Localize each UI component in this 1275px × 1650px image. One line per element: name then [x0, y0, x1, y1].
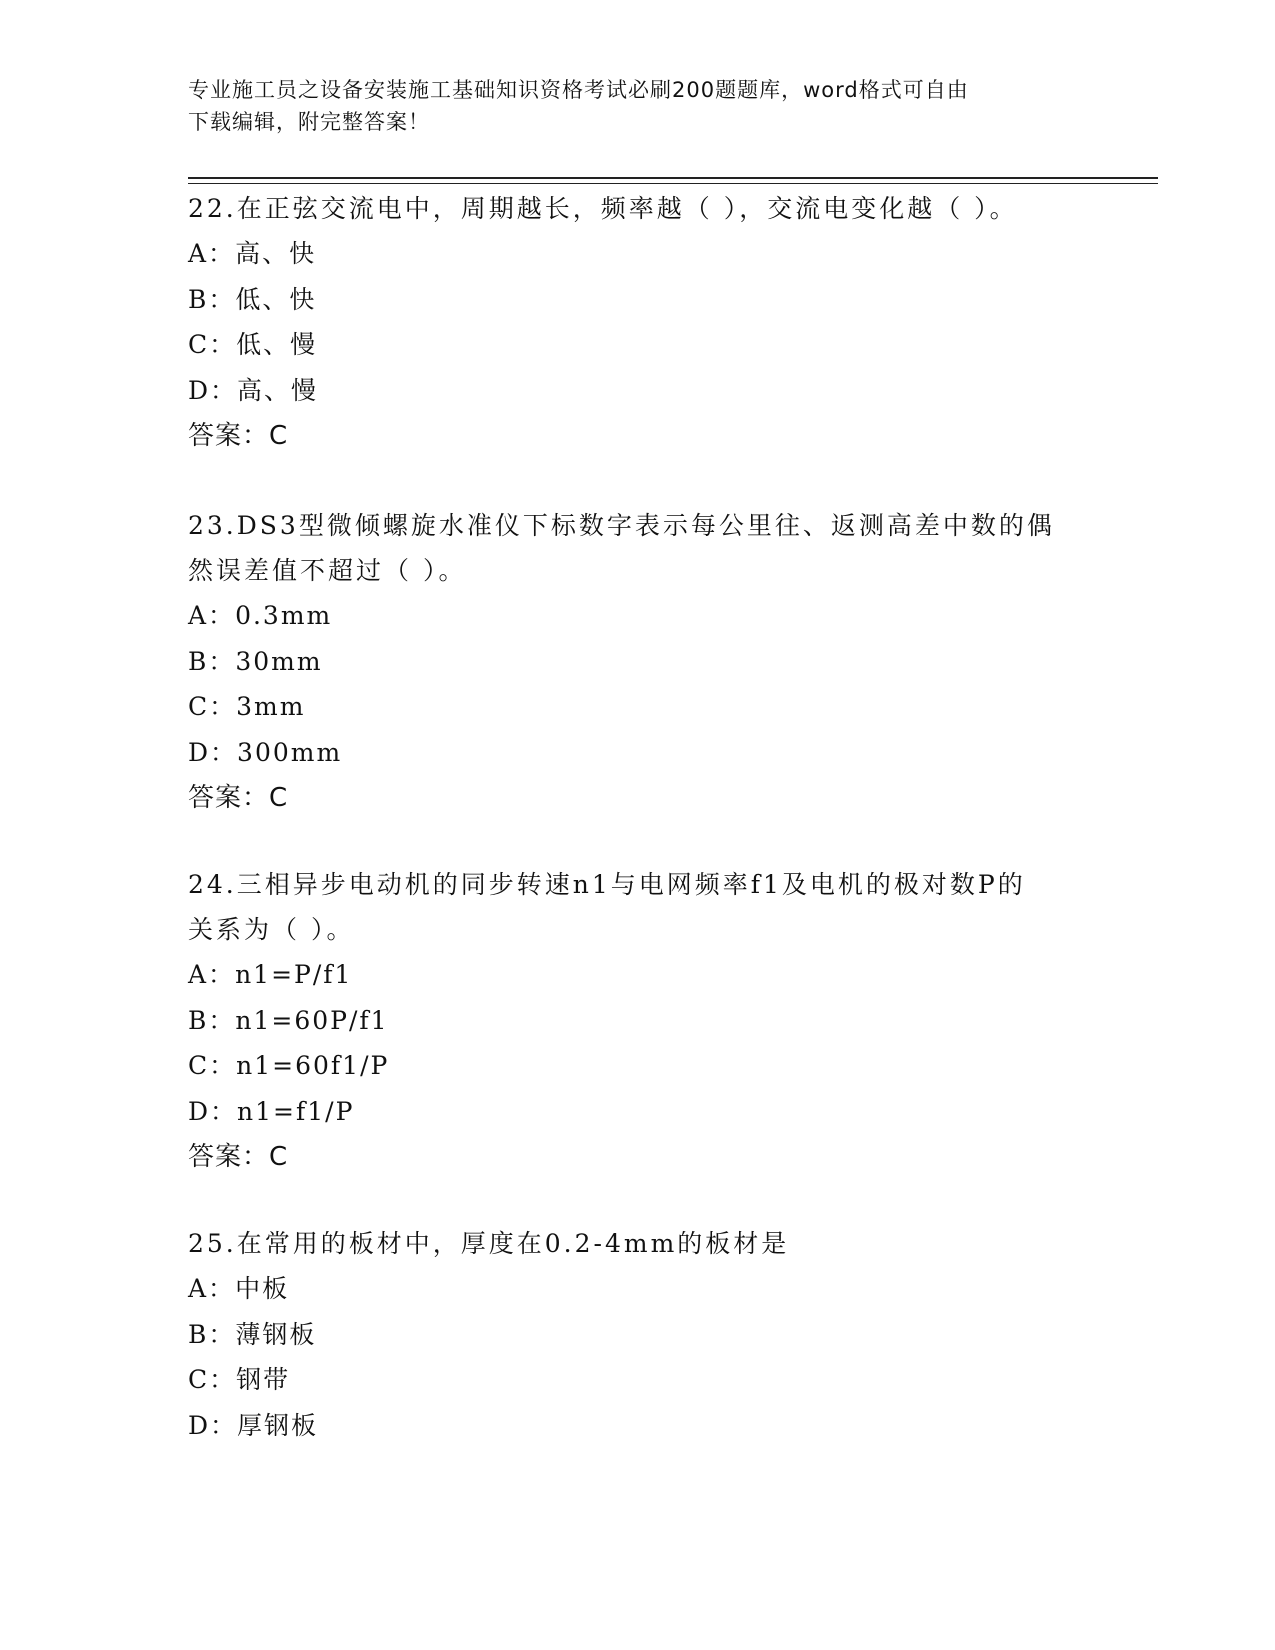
question-24 — [188, 862, 1088, 1180]
option-label: C： — [188, 1051, 237, 1080]
option-text: n1=60f1/P — [236, 1051, 390, 1080]
option-label: A： — [188, 601, 236, 630]
header-line-2: 下载编辑，附完整答案！ — [188, 110, 430, 134]
option-c — [188, 1043, 1088, 1089]
option-label: B： — [188, 284, 236, 314]
option-label: D： — [188, 737, 238, 767]
option-label: B： — [188, 1319, 236, 1349]
option-c — [188, 684, 1088, 730]
option-b — [188, 1312, 1088, 1358]
option-label: D： — [188, 1410, 238, 1440]
question-23 — [188, 503, 1088, 821]
document-header — [188, 74, 1068, 138]
option-label: D： — [188, 375, 238, 405]
answer: 答案：C — [188, 783, 289, 813]
option-a — [188, 231, 1088, 277]
option-text: 0.3mm — [235, 601, 333, 630]
option-label: A： — [188, 239, 236, 268]
option-c — [188, 1357, 1088, 1403]
question-25 — [188, 1221, 1088, 1448]
option-text: 钢带 — [236, 1365, 291, 1394]
option-text: 低、快 — [235, 284, 317, 314]
option-text: 薄钢板 — [235, 1319, 317, 1349]
option-b — [188, 639, 1088, 685]
option-label: B： — [188, 1005, 236, 1035]
option-label: C： — [188, 692, 237, 721]
option-text: 300mm — [237, 737, 343, 767]
answer: 答案：C — [188, 1142, 289, 1172]
option-a — [188, 952, 1088, 998]
option-d — [188, 730, 1088, 776]
question-stem: 22.在正弦交流电中，周期越长，频率越（ ），交流电变化越（ ）。 — [188, 194, 1018, 223]
option-d — [188, 368, 1088, 414]
option-text: n1=60P/f1 — [235, 1005, 389, 1035]
option-label: A： — [188, 960, 236, 989]
option-text: n1=P/f1 — [235, 960, 353, 989]
option-b — [188, 277, 1088, 323]
option-label: A： — [188, 1274, 236, 1303]
question-stem-line-1: 24.三相异步电动机的同步转速n1与电网频率f1及电机的极对数P的 — [188, 870, 1026, 899]
question-stem-line-2: 然误差值不超过（ ）。 — [188, 556, 467, 585]
option-text: 高、快 — [235, 239, 317, 268]
question-stem-line-1: 23.DS3型微倾螺旋水准仪下标数字表示每公里往、返测高差中数的偶 — [188, 511, 1055, 540]
option-d — [188, 1403, 1088, 1449]
option-text: 30mm — [235, 646, 323, 676]
option-a — [188, 1266, 1088, 1312]
option-label: C： — [188, 1365, 237, 1394]
question-stem: 25.在常用的板材中，厚度在0.2-4mm的板材是 — [188, 1229, 790, 1258]
option-text: n1=f1/P — [237, 1096, 355, 1126]
question-22 — [188, 186, 1088, 459]
option-c — [188, 322, 1088, 368]
option-text: 高、慢 — [237, 375, 319, 405]
question-stem-line-2: 关系为（ ）。 — [188, 915, 355, 944]
header-divider-thick — [188, 177, 1158, 179]
header-divider-thin — [188, 183, 1158, 184]
option-b — [188, 998, 1088, 1044]
option-d — [188, 1089, 1088, 1135]
option-label: C： — [188, 330, 237, 359]
option-text: 3mm — [236, 692, 306, 721]
option-text: 低、慢 — [236, 330, 318, 359]
option-label: D： — [188, 1096, 238, 1126]
option-label: B： — [188, 646, 236, 676]
header-line-1: 专业施工员之设备安装施工基础知识资格考试必刷200题题库，word格式可自由 — [188, 78, 969, 102]
option-text: 厚钢板 — [237, 1410, 319, 1440]
answer: 答案：C — [188, 421, 289, 451]
option-text: 中板 — [235, 1274, 290, 1303]
option-a — [188, 593, 1088, 639]
